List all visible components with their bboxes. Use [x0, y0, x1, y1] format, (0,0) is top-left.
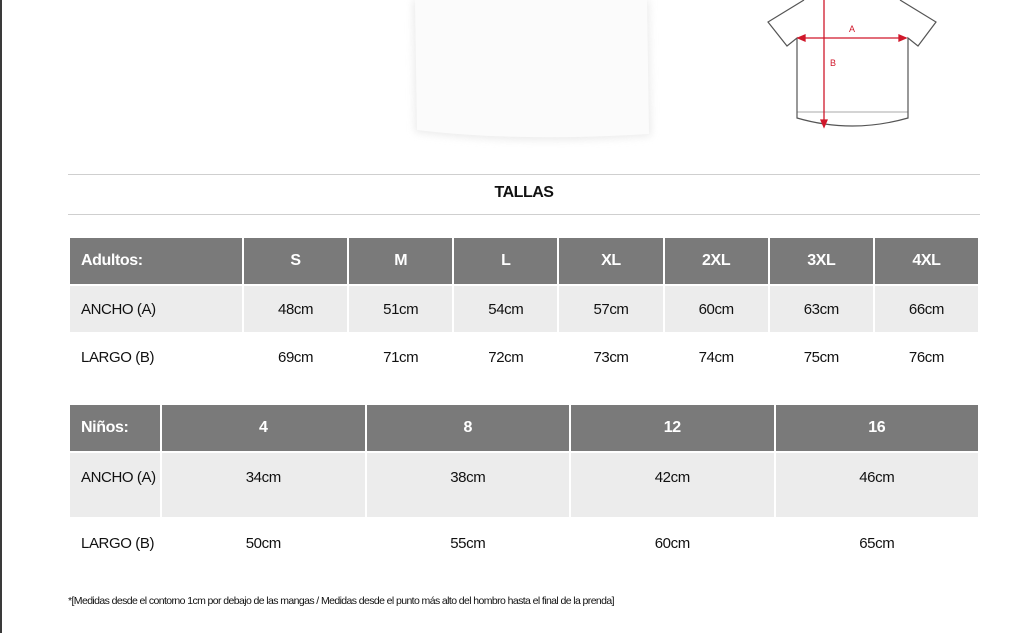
table-row: [70, 519, 978, 583]
tshirt-outline-icon: [768, 0, 936, 126]
row-label: LARGO (B): [70, 334, 242, 380]
measure-cell: 42cm: [571, 453, 774, 517]
measure-cell: 54cm: [454, 286, 557, 332]
size-header: 3XL: [770, 238, 873, 284]
size-header: S: [244, 238, 347, 284]
measure-cell: 50cm: [162, 519, 365, 583]
measure-cell: 73cm: [559, 334, 662, 380]
measure-cell: 66cm: [875, 286, 978, 332]
adults-header-label: Adultos:: [70, 238, 242, 284]
divider-bottom: [68, 214, 980, 215]
label-b: B: [830, 58, 837, 68]
table-row: [70, 286, 978, 332]
measure-cell: 38cm: [367, 453, 570, 517]
size-header: 16: [776, 405, 979, 451]
page-edge: [0, 0, 2, 633]
measure-cell: 48cm: [244, 286, 347, 332]
size-header: 4: [162, 405, 365, 451]
row-label: ANCHO (A): [70, 453, 160, 517]
adults-size-table: [68, 236, 980, 382]
measure-cell: 75cm: [770, 334, 873, 380]
measure-cell: 65cm: [776, 519, 979, 583]
measure-cell: 74cm: [665, 334, 768, 380]
kids-size-table: [68, 403, 980, 585]
measure-cell: 63cm: [770, 286, 873, 332]
product-photo: [365, 0, 665, 148]
measure-cell: 55cm: [367, 519, 570, 583]
measure-cell: 72cm: [454, 334, 557, 380]
measurement-diagram: [760, 0, 945, 135]
measure-cell: 60cm: [571, 519, 774, 583]
measure-cell: 34cm: [162, 453, 365, 517]
size-header: 4XL: [875, 238, 978, 284]
size-header: 2XL: [665, 238, 768, 284]
row-label: ANCHO (A): [70, 286, 242, 332]
size-header: M: [349, 238, 452, 284]
kids-header-label: Niños:: [70, 405, 160, 451]
measure-cell: 76cm: [875, 334, 978, 380]
size-header: L: [454, 238, 557, 284]
measurement-footnote: *[Medidas desde el contorno 1cm por debajo de las mangas / Medidas desde el punto más alto del hombro hasta el final de la prenda]: [68, 595, 614, 607]
table-row: [70, 453, 978, 517]
measure-cell: 57cm: [559, 286, 662, 332]
size-header: XL: [559, 238, 662, 284]
size-header: 12: [571, 405, 774, 451]
measure-cell: 60cm: [665, 286, 768, 332]
section-title: TALLAS: [494, 184, 554, 201]
row-label: LARGO (B): [70, 519, 160, 583]
table-row: [70, 334, 978, 380]
label-a: A: [849, 24, 856, 34]
divider-top: [68, 174, 980, 175]
measure-cell: 71cm: [349, 334, 452, 380]
measure-cell: 46cm: [776, 453, 979, 517]
size-header: 8: [367, 405, 570, 451]
measure-cell: 69cm: [244, 334, 347, 380]
measure-cell: 51cm: [349, 286, 452, 332]
